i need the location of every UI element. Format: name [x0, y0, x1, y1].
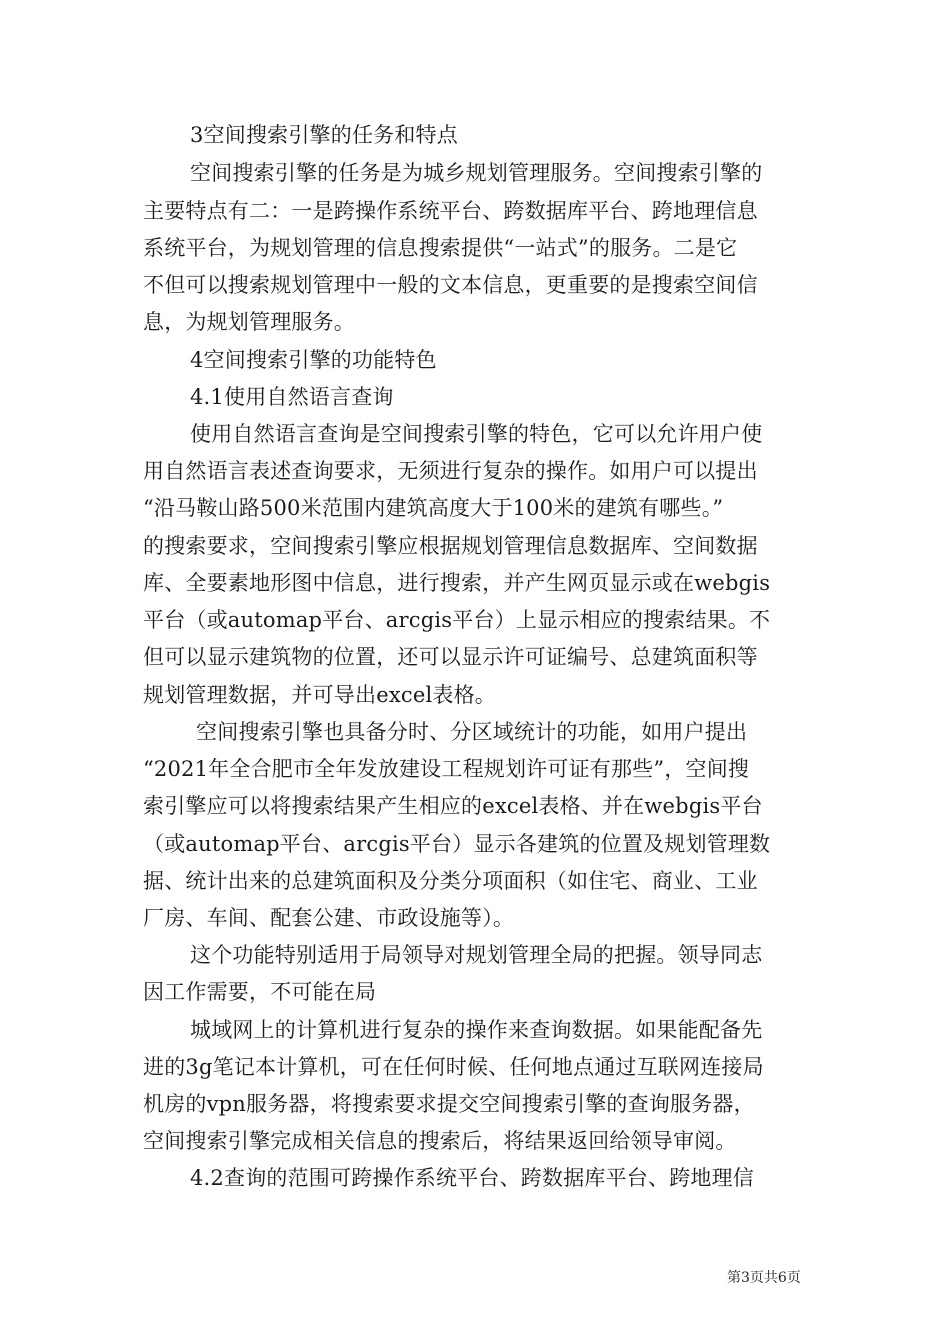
paragraph-line: 空间搜索引擎也具备分时、分区域统计的功能，如用户提出 [196, 720, 748, 744]
paragraph-line: 库、全要素地形图中信息，进行搜索，并产生网页显示或在webgis [143, 571, 771, 595]
paragraph-line: 但可以显示建筑物的位置，还可以显示许可证编号、总建筑面积等 [143, 645, 758, 669]
paragraph-line: 使用自然语言查询是空间搜索引擎的特色，它可以允许用户使 [190, 422, 763, 446]
paragraph-line: 系统平台，为规划管理的信息搜索提供“一站式”的服务。二是它 [143, 236, 738, 260]
page-number-footer: 第3页共6页 [727, 1270, 801, 1286]
paragraph-line: 不但可以搜索规划管理中一般的文本信息，更重要的是搜索空间信 [143, 273, 758, 297]
paragraph-line: 用自然语言表述查询要求，无须进行复杂的操作。如用户可以提出 [143, 459, 758, 483]
paragraph-line: “2021年全合肥市全年发放建设工程规划许可证有那些”，空间搜 [143, 757, 750, 781]
paragraph-line: 机房的vpn服务器，将搜索要求提交空间搜索引擎的查询服务器， [143, 1092, 755, 1116]
paragraph-line: 因工作需要，不可能在局 [143, 980, 377, 1004]
paragraph-line: 规划管理数据，并可导出excel表格。 [143, 683, 496, 707]
paragraph-line: “沿马鞍山路500米范围内建筑高度大于100米的建筑有哪些。” [143, 496, 724, 520]
subsection-heading-4-1: 4.1使用自然语言查询 [190, 385, 394, 409]
paragraph-line: 空间搜索引擎的任务是为城乡规划管理服务。空间搜索引擎的 [190, 161, 763, 185]
paragraph-line: 据、统计出来的总建筑面积及分类分项面积（如住宅、商业、工业 [143, 869, 758, 893]
section-heading-4: 4空间搜索引擎的功能特色 [190, 348, 437, 372]
paragraph-line: 这个功能特别适用于局领导对规划管理全局的把握。领导同志 [190, 943, 763, 967]
paragraph-line: 平台（或automap平台、arcgis平台）上显示相应的搜索结果。不 [143, 608, 771, 632]
paragraph-line: 主要特点有二：一是跨操作系统平台、跨数据库平台、跨地理信息 [143, 199, 758, 223]
subsection-heading-4-2: 4.2查询的范围可跨操作系统平台、跨数据库平台、跨地理信 [190, 1166, 754, 1190]
paragraph-line: 城域网上的计算机进行复杂的操作来查询数据。如果能配备先 [190, 1018, 763, 1042]
section-heading-3: 3空间搜索引擎的任务和特点 [190, 123, 458, 147]
paragraph-line: 息，为规划管理服务。 [143, 310, 355, 334]
paragraph-line: 进的3g笔记本计算机，可在任何时候、任何地点通过互联网连接局 [143, 1055, 764, 1079]
paragraph-line: 空间搜索引擎完成相关信息的搜索后，将结果返回给领导审阅。 [143, 1129, 737, 1153]
paragraph-line: （或automap平台、arcgis平台）显示各建筑的位置及规划管理数 [143, 832, 771, 856]
paragraph-line: 的搜索要求，空间搜索引擎应根据规划管理信息数据库、空间数据 [143, 534, 758, 558]
paragraph-line: 索引擎应可以将搜索结果产生相应的excel表格、并在webgis平台 [143, 794, 763, 818]
paragraph-line: 厂房、车间、配套公建、市政设施等）。 [143, 906, 515, 930]
